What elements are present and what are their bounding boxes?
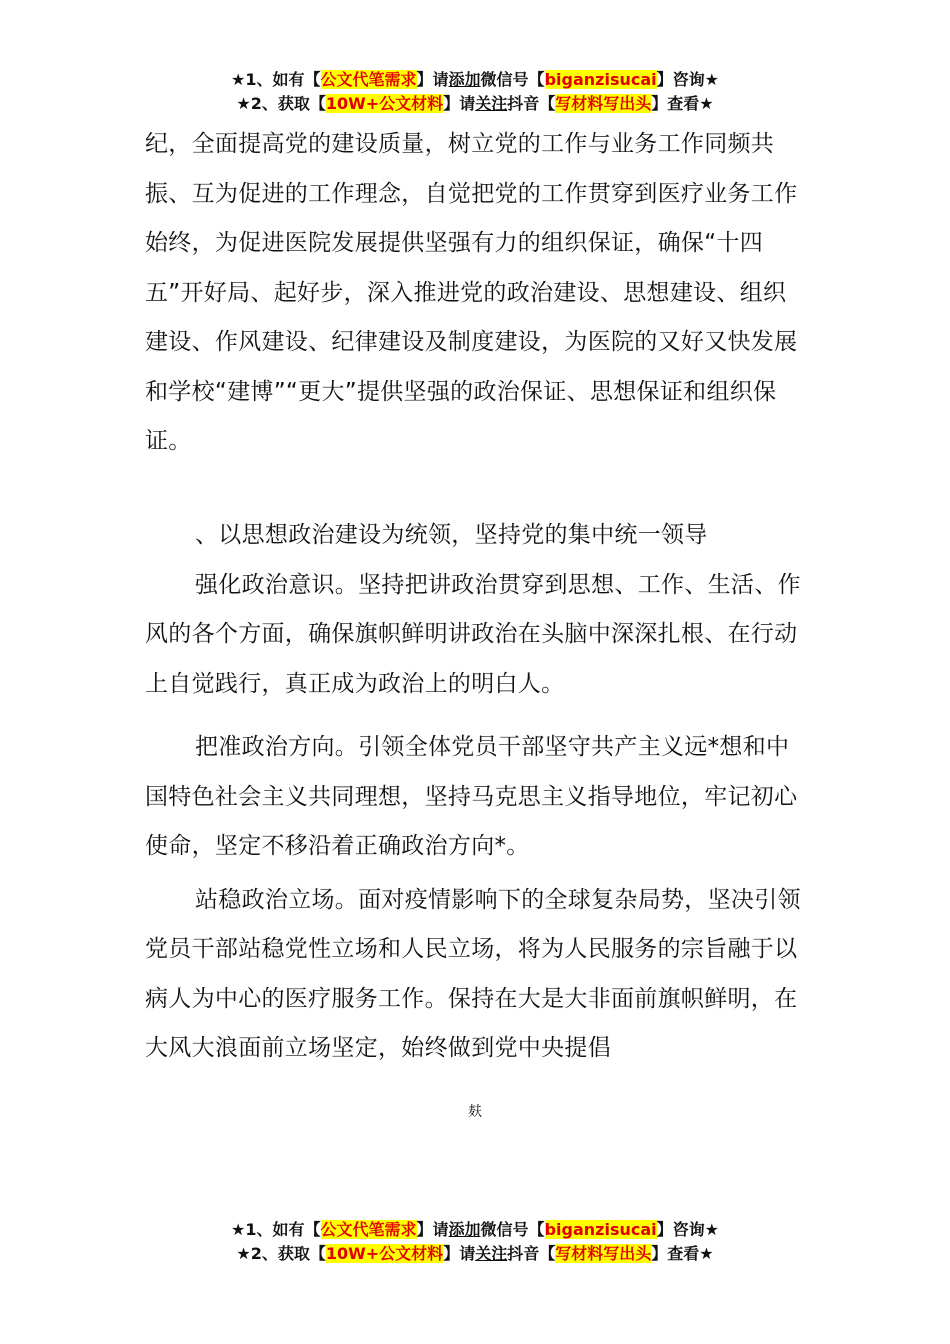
- wechat-id: biganzisucai: [544, 1220, 657, 1239]
- paragraph: 纪，全面提高党的建设质量，树立党的工作与业务工作同频共振、互为促进的工作理念，自觉把党的工作贯穿到医疗业务工作始终，为促进医院发展提供坚强有力的组织保证，确保“十四五”开好局、起好步，深入推进党的政治建设、思想建设、组织建设、作风建设、纪律建设及制度建设，为医院的又好又快发展和学校“建博”“更大”提供坚强的政治保证、思想保证和组织保证。: [145, 131, 798, 454]
- highlight-text: 10W+公文材料: [325, 1244, 444, 1263]
- paragraph: 把准政治方向。引领全体党员干部坚守共产主义远*想和中国特色社会主义共同理想，坚持马克思主义指导地位，牢记初心使命，坚定不移沿着正确政治方向*。: [145, 734, 798, 859]
- highlight-text: 公文代笔需求: [320, 70, 417, 89]
- douyin-id: 写材料写出头: [555, 94, 652, 113]
- highlight-text: 公文代笔需求: [320, 1220, 417, 1239]
- banner-line-2: ★2、获取【10W+公文材料】请关注抖音【写材料写出头】查看★: [236, 1244, 714, 1263]
- document-body: [145, 120, 805, 1074]
- douyin-id: 写材料写出头: [555, 1244, 652, 1263]
- banner-line-2: ★2、获取【10W+公文材料】请关注抖音【写材料写出头】查看★: [236, 94, 714, 113]
- top-banner: [0, 68, 950, 116]
- page-number: 麸: [468, 1104, 482, 1120]
- paragraph: 强化政治意识。坚持把讲政治贯穿到思想、工作、生活、作风的各个方面，确保旗帜鲜明讲政治在头脑中深深扎根、在行动上自觉践行，真正成为政治上的明白人。: [145, 571, 801, 697]
- highlight-text: 10W+公文材料: [325, 94, 444, 113]
- bottom-banner: [0, 1218, 950, 1266]
- wechat-id: biganzisucai: [544, 70, 657, 89]
- banner-line-1: ★1、如有【公文代笔需求】请添加微信号【biganzisucai】咨询★: [231, 1220, 719, 1239]
- section-heading: 、以思想政治建设为统领，坚持党的集中统一领导: [195, 521, 708, 548]
- paragraph: 站稳政治立场。面对疫情影响下的全球复杂局势，坚决引领党员干部站稳党性立场和人民立场，将为人民服务的宗旨融于以病人为中心的医疗服务工作。保持在大是大非面前旗帜鲜明，在大风大浪面前立场坚定，始终做到党中央提倡: [145, 886, 801, 1061]
- banner-line-1: ★1、如有【公文代笔需求】请添加微信号【biganzisucai】咨询★: [231, 70, 719, 89]
